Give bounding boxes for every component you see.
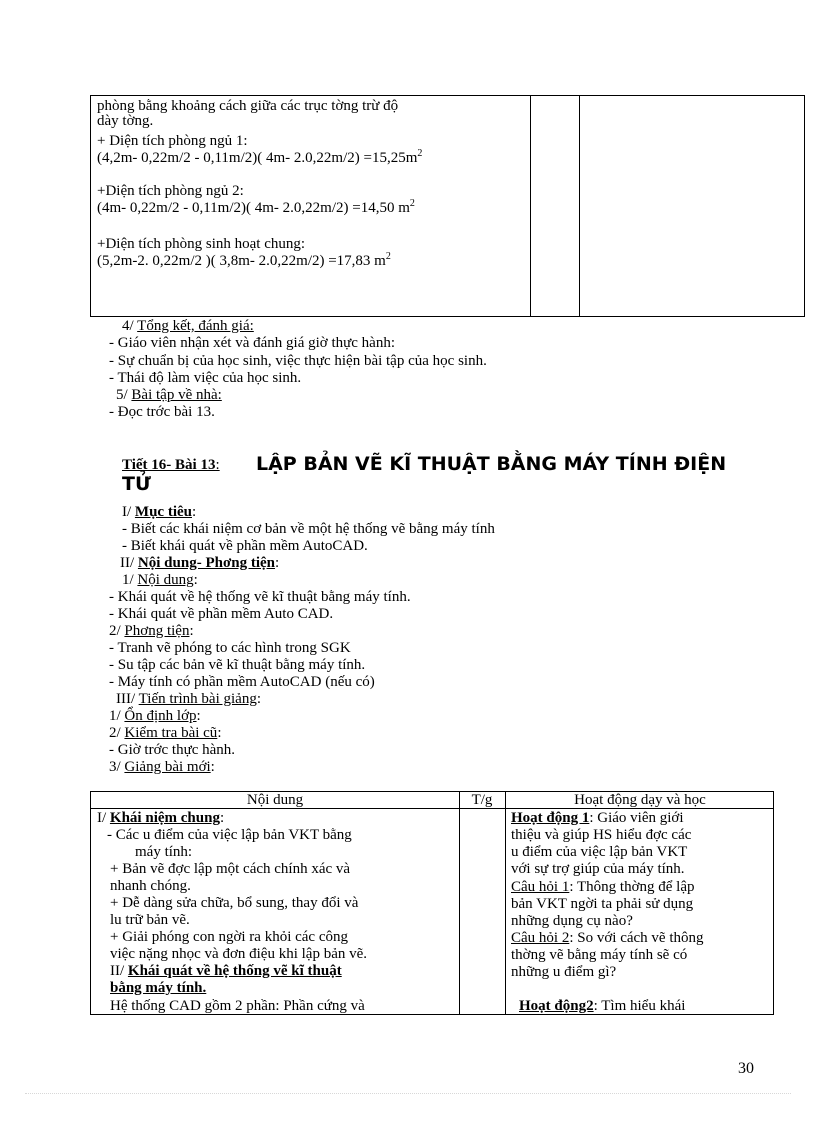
list-item: - Sự chuẩn bị của học sinh, việc thực hiện bài tập của học sinh. (109, 353, 487, 369)
table-column-divider (459, 792, 460, 1014)
table-text-line: Hệ thống CAD gồm 2 phần: Phần cứng và (110, 998, 365, 1014)
table-text-line: u điểm của việc lập bản VKT (511, 844, 688, 860)
table-column-divider (505, 792, 506, 1014)
process-step: 1/ Ổn định lớp: (109, 708, 201, 724)
section-heading-objectives: I/ Mục tiêu: (122, 504, 197, 520)
table-text-line: máy tính: (135, 844, 193, 860)
table-text-line: + Dễ dàng sửa chữa, bổ sung, thay đổi và (110, 895, 359, 911)
area-formula-bedroom-1: (4,2m- 0,22m/2 - 0,11m/2)( 4m- $2.0,22m/2) =15,25m^2$ (97, 148, 423, 166)
table-header-time: T/g (471, 792, 493, 808)
table-section-heading-continued: bằng máy tính. (110, 980, 207, 996)
lesson-title-continued: TỬ (122, 473, 151, 495)
list-item: - Khái quát về hệ thống vẽ kĩ thuật bằng máy tính. (109, 589, 411, 605)
table-column-divider (530, 96, 531, 316)
lesson-number: Tiết 16- Bài 13: (122, 457, 220, 473)
table-text-line: + Diện tích phòng ngủ 1: (97, 133, 248, 149)
list-item: - Su tập các bản vẽ kĩ thuật bằng máy tính. (109, 657, 366, 673)
process-step: 3/ Giảng bài mới: (109, 759, 215, 775)
table-text-line: phòng bằng khoảng cách giữa các trục tờng trừ độ (97, 98, 399, 114)
area-formula-bedroom-2: (4m- 0,22m/2 - 0,11m/2)( 4m- 2.0,22m/2) =14,50 $m^2$ (97, 198, 415, 216)
process-step: 2/ Kiểm tra bài cũ: (109, 725, 222, 741)
area-formula-living-room: (5,2m-2. 0,22m/2 )( 3,8m- 2.0,22m/2) =17,83 $m^2$ (97, 251, 391, 269)
table-text-line: dày tờng. (97, 113, 154, 129)
table-text-line: - Các u điểm của việc lập bản VKT bằng (107, 827, 352, 843)
table-text-line: việc nặng nhọc và đơn điệu khi lập bản vẽ. (110, 946, 368, 962)
continuation-table (90, 95, 805, 317)
section-heading-content-means: II/ Nội dung- Phơng tiện: (120, 555, 280, 571)
list-item: - Biết các khái niệm cơ bản về một hệ thống vẽ bằng máy tính (122, 521, 495, 537)
table-header-activities: Hoạt động dạy và học (574, 792, 706, 808)
section-heading-summary: 4/ Tổng kết, đánh giá: (122, 318, 254, 334)
table-column-divider (579, 96, 580, 316)
table-text-line: những dụng cụ nào? (511, 913, 633, 929)
section-heading-homework: 5/ Bài tập về nhà: (116, 387, 222, 403)
list-item: - Giờ trớc thực hành. (109, 742, 236, 758)
table-text-line: thiệu và giúp HS hiểu đợc các (511, 827, 692, 843)
table-header-content: Nội dung (246, 792, 304, 808)
table-text-line: + Giải phóng con ngời ra khỏi các công (110, 929, 348, 945)
table-text-line: +Diện tích phòng ngủ 2: (97, 183, 244, 199)
page-footer-divider (25, 1093, 791, 1094)
subsection-heading-means: 2/ Phơng tiện: (109, 623, 194, 639)
table-text-line: nhanh chóng. (110, 878, 191, 894)
lesson-title: LẬP BẢN VẼ KĨ THUẬT BẰNG MÁY TÍNH ĐIỆN (256, 453, 727, 475)
table-text-line: +Diện tích phòng sinh hoạt chung: (97, 236, 306, 252)
subsection-heading-content: 1/ Nội dung: (122, 572, 198, 588)
page-number: 30 (738, 1060, 754, 1077)
question-line: Câu hỏi 2: So với cách vẽ thông (511, 930, 704, 946)
section-heading-process: III/ Tiến trình bài giảng: (116, 691, 262, 707)
table-text-line: lu trữ bản vẽ. (110, 912, 190, 928)
question-line: Câu hỏi 1: Thông thờng để lập (511, 879, 695, 895)
list-item: - Giáo viên nhận xét và đánh giá giờ thực hành: (109, 335, 395, 351)
table-text-line: với sự trợ giúp của máy tính. (511, 861, 685, 877)
list-item: - Tranh vẽ phóng to các hình trong SGK (109, 640, 351, 656)
list-item: - Biết khái quát về phần mềm AutoCAD. (122, 538, 368, 554)
table-section-heading: II/ Khái quát về hệ thống vẽ kĩ thuật (110, 963, 342, 979)
lesson-plan-table (90, 791, 774, 1015)
table-section-heading: I/ Khái niệm chung: (97, 810, 225, 826)
list-item: - Khái quát về phần mềm Auto CAD. (109, 606, 334, 622)
table-text-line: những u điểm gì? (511, 964, 617, 980)
table-text-line: + Bản vẽ đợc lập một cách chính xác và (110, 861, 351, 877)
list-item: - Thái độ làm việc của học sinh. (109, 370, 302, 386)
list-item: - Máy tính có phần mềm AutoCAD (nếu có) (109, 674, 375, 690)
activity-heading: Hoạt động2: Tìm hiểu khái (519, 998, 686, 1014)
table-header-divider (91, 808, 773, 809)
table-text-line: thờng vẽ bằng máy tính sẽ có (511, 947, 688, 963)
list-item: - Đọc trớc bài 13. (109, 404, 215, 420)
activity-heading: Hoạt động 1: Giáo viên giới (511, 810, 684, 826)
table-text-line: bản VKT ngời ta phải sử dụng (511, 896, 694, 912)
